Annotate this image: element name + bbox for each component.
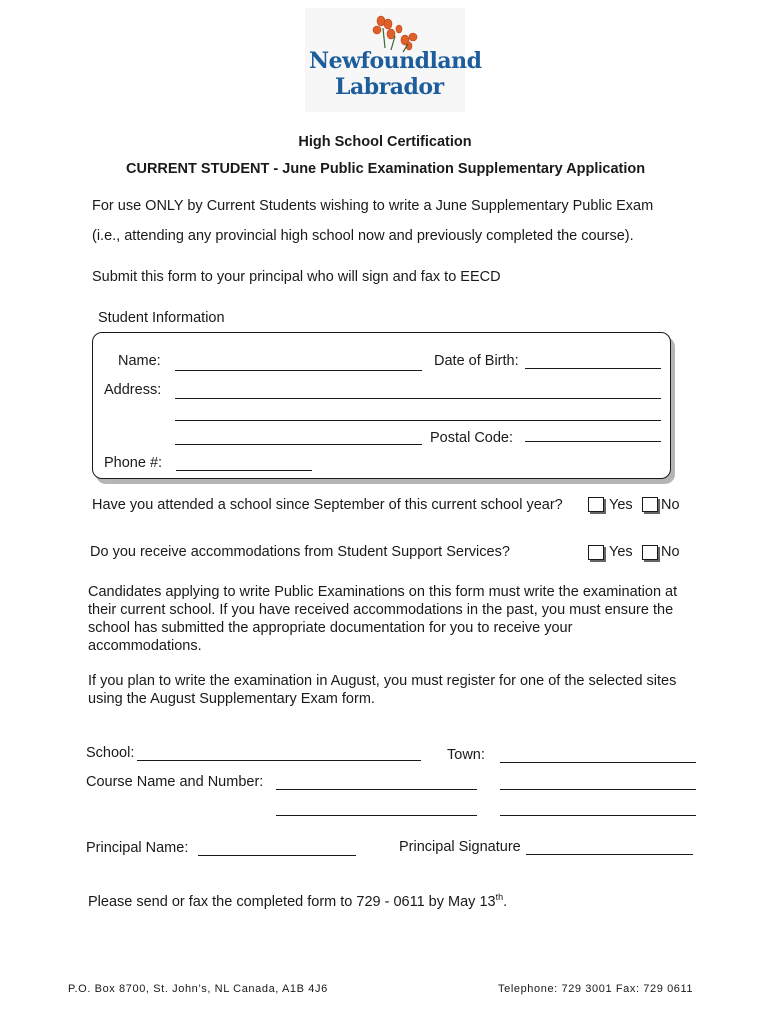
logo-wordmark-line2: Labrador xyxy=(335,74,444,100)
course-label: Course Name and Number: xyxy=(86,774,264,790)
accommodations-no-label: No xyxy=(661,544,680,560)
send-instruction-end: . xyxy=(503,893,508,910)
note-1-line-2: their current school. If you have received accommodations in the past, you must ensure the xyxy=(88,602,674,618)
attended-no-label: No xyxy=(661,497,680,513)
note-paragraph-1 xyxy=(88,583,677,655)
note-1-line-3: school has submitted the appropriate documentation for you to receive your xyxy=(88,620,573,636)
principal-name-label: Principal Name: xyxy=(86,840,189,856)
note-2-line-1: If you plan to write the examination in August, you must register for one of the selected sites xyxy=(88,673,677,689)
note-1-line-1: Candidates applying to write Public Examinations on this form must write the examination at xyxy=(88,584,678,600)
logo xyxy=(305,8,482,112)
logo-wordmark-line1: Newfoundland xyxy=(309,48,482,74)
send-instruction-text: Please send or fax the completed form to 729 - 0611 by May 13 xyxy=(88,893,496,910)
phone-label: Phone #: xyxy=(104,455,163,471)
accommodations-yes-checkbox[interactable] xyxy=(588,545,604,560)
note-paragraph-2 xyxy=(88,672,676,708)
accommodations-no-checkbox[interactable] xyxy=(642,545,658,560)
student-info-box xyxy=(92,332,671,479)
principal-signature-label: Principal Signature xyxy=(399,839,521,855)
attended-no-checkbox[interactable] xyxy=(642,497,658,512)
intro-line-2: (i.e., attending any provincial high school now and previously completed the course). xyxy=(92,228,634,244)
form-title: High School Certification xyxy=(298,134,472,150)
name-field[interactable] xyxy=(175,370,422,371)
question-attended-school: Have you attended a school since September of this current school year? xyxy=(92,497,563,513)
attended-yes-checkbox[interactable] xyxy=(588,497,604,512)
postal-code-field[interactable] xyxy=(525,441,661,442)
school-field[interactable] xyxy=(137,760,421,761)
dob-field[interactable] xyxy=(525,368,661,369)
footer-phone: Telephone: 729 3001 Fax: 729 0611 xyxy=(498,983,694,995)
send-instruction-sup: th xyxy=(495,892,504,902)
town-label: Town: xyxy=(447,747,485,763)
course-field-2[interactable] xyxy=(500,789,696,790)
address-line-1-field[interactable] xyxy=(175,398,661,399)
address-line-2-field[interactable] xyxy=(175,420,661,421)
course-field-1[interactable] xyxy=(276,789,477,790)
dob-label: Date of Birth: xyxy=(434,353,519,369)
name-label: Name: xyxy=(118,353,161,369)
accommodations-yes-label: Yes xyxy=(609,544,633,560)
school-label: School: xyxy=(86,745,135,761)
question-accommodations: Do you receive accommodations from Student Support Services? xyxy=(90,544,510,560)
intro-line-3: Submit this form to your principal who will sign and fax to EECD xyxy=(92,269,501,285)
address-label: Address: xyxy=(104,382,162,398)
course-field-4[interactable] xyxy=(500,815,696,816)
note-2-line-2: using the August Supplementary Exam form. xyxy=(88,691,375,707)
address-line-3-field[interactable] xyxy=(175,444,422,445)
send-instruction xyxy=(88,892,507,910)
note-1-line-4: accommodations. xyxy=(88,638,202,654)
town-field[interactable] xyxy=(500,762,696,763)
student-info-heading: Student Information xyxy=(98,310,225,326)
postal-code-label: Postal Code: xyxy=(430,430,514,446)
attended-yes-label: Yes xyxy=(609,497,633,513)
intro-line-1: For use ONLY by Current Students wishing to write a June Supplementary Public Exam xyxy=(92,198,654,214)
footer-address: P.O. Box 8700, St. John’s, NL Canada, A1B 4J6 xyxy=(68,983,328,995)
form-subtitle: CURRENT STUDENT - June Public Examination Supplementary Application xyxy=(126,161,646,177)
principal-name-field[interactable] xyxy=(198,855,356,856)
principal-signature-field[interactable] xyxy=(526,854,693,855)
phone-field[interactable] xyxy=(176,470,312,471)
course-field-3[interactable] xyxy=(276,815,477,816)
